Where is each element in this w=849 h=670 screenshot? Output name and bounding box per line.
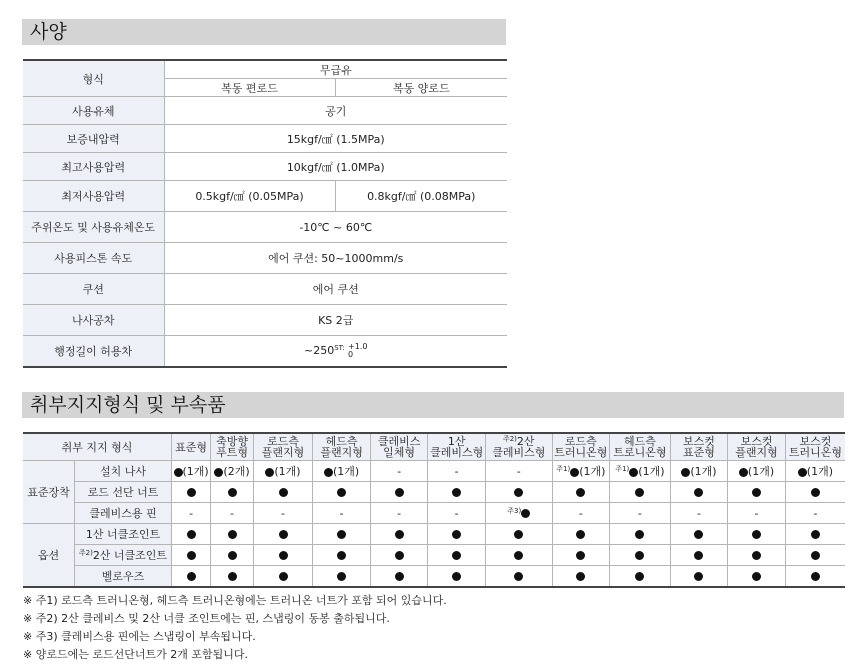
stroke-tolerance-value <box>164 336 507 368</box>
table-cell <box>670 482 728 503</box>
table-cell <box>253 566 313 588</box>
table-cell <box>171 524 210 545</box>
spec-row-label: 쿠션 <box>23 274 164 305</box>
included-dot-icon <box>452 551 461 560</box>
mount-table <box>23 432 845 588</box>
included-dot-icon <box>514 488 523 497</box>
included-dot-icon <box>187 572 196 581</box>
included-dot-icon <box>452 572 461 581</box>
spec-header-col-b: 복동 양로드 <box>335 79 507 97</box>
table-cell <box>485 566 552 588</box>
table-cell <box>428 461 486 482</box>
table-cell <box>728 482 786 503</box>
table-cell <box>552 524 610 545</box>
table-cell <box>253 461 313 482</box>
spec-header-col-a: 복동 편로드 <box>164 79 335 97</box>
included-dot-icon <box>452 530 461 539</box>
included-dot-icon <box>752 572 761 581</box>
mount-section-title: 취부지지형식 및 부속품 <box>22 392 844 418</box>
table-cell <box>428 503 486 524</box>
spec-row-value-b: 0.8kgf/㎠ (0.08MPa) <box>335 181 507 212</box>
accessory-label <box>75 482 172 503</box>
included-dot-icon <box>694 572 703 581</box>
included-dot-icon <box>798 468 807 477</box>
spec-row-label: 나사공차 <box>23 305 164 336</box>
mount-type-line2: 클레비스형 <box>492 446 546 459</box>
note-line: ※ 주1) 로드측 트러니온형, 헤드측 트러니온형에는 트러니온 너트가 포함 되어 있습니다. <box>23 594 447 607</box>
table-row <box>23 461 845 482</box>
included-dot-icon <box>514 530 523 539</box>
table-cell <box>171 482 210 503</box>
quantity-text: (1개) <box>182 465 209 478</box>
mount-type-line1: 2산 <box>516 435 535 448</box>
table-cell <box>370 566 428 588</box>
mount-type-header <box>785 433 845 461</box>
note-marker: 주1) <box>615 465 630 473</box>
included-dot-icon <box>739 468 748 477</box>
table-cell <box>370 524 428 545</box>
not-applicable-mark: - <box>281 506 285 520</box>
table-cell <box>610 566 671 588</box>
mount-type-header <box>171 433 210 461</box>
quantity-text: (2개) <box>223 465 250 478</box>
spec-row-value: 에어 쿠션 <box>164 274 507 305</box>
mount-type-line2: 트로니온형 <box>613 446 667 459</box>
group-option-label: 옵션 <box>23 524 75 588</box>
not-applicable-mark: - <box>454 464 459 478</box>
table-row <box>23 503 845 524</box>
table-row <box>23 566 845 588</box>
table-cell <box>211 566 253 588</box>
included-dot-icon <box>570 468 579 477</box>
not-applicable-mark: - <box>754 506 759 520</box>
table-cell <box>552 566 610 588</box>
included-dot-icon <box>279 488 288 497</box>
mount-type-line2: 클레비스형 <box>430 446 484 459</box>
table-cell <box>485 524 552 545</box>
tolerance-upper: +1.0 <box>348 342 368 351</box>
table-cell <box>171 545 210 566</box>
included-dot-icon <box>576 530 585 539</box>
table-cell <box>428 482 486 503</box>
mount-type-line2: 트러니온형 <box>554 446 608 459</box>
accessory-label-text: 설치 나사 <box>99 465 146 478</box>
included-dot-icon <box>635 488 644 497</box>
spec-row-value: 15kgf/㎠ (1.5MPa) <box>164 125 507 153</box>
quantity-text: (1개) <box>806 465 833 478</box>
spec-row-value: -10℃ ~ 60℃ <box>164 212 507 243</box>
note-line: ※ 양로드에는 로드선단너트가 2개 포함됩니다. <box>23 648 248 661</box>
table-cell <box>728 566 786 588</box>
mount-type-line2: 플랜지형 <box>735 446 778 459</box>
included-dot-icon <box>395 551 404 560</box>
spec-row-value: 공기 <box>164 97 507 125</box>
table-cell <box>171 503 210 524</box>
table-cell <box>728 461 786 482</box>
mount-type-header <box>370 433 428 461</box>
accessory-label-text: 클레비스용 핀 <box>89 507 157 520</box>
not-applicable-mark: - <box>813 506 818 520</box>
included-dot-icon <box>694 488 703 497</box>
mount-type-line2: 푸트형 <box>216 446 248 459</box>
table-cell <box>253 482 313 503</box>
included-dot-icon <box>694 530 703 539</box>
spec-section-title: 사양 <box>22 19 506 45</box>
mount-type-line1: 헤드측 <box>325 435 358 448</box>
included-dot-icon <box>187 488 196 497</box>
quantity-text: (1개) <box>274 465 301 478</box>
spec-row-label: 주위온도 및 사용유체온도 <box>23 212 164 243</box>
not-applicable-mark: - <box>578 506 583 520</box>
mount-type-line1: 축방향 <box>216 435 248 448</box>
spec-header-label: 형식 <box>23 60 164 97</box>
quantity-text: (1개) <box>638 465 665 478</box>
mount-type-header <box>670 433 728 461</box>
table-cell <box>428 566 486 588</box>
tolerance-lower: 0 <box>348 350 354 359</box>
mount-type-line1: 1산 <box>447 435 466 448</box>
table-cell <box>728 545 786 566</box>
not-applicable-mark: - <box>696 506 701 520</box>
table-cell <box>313 566 371 588</box>
included-dot-icon <box>337 530 346 539</box>
table-cell <box>552 545 610 566</box>
stroke-tolerance-fraction <box>348 343 367 359</box>
included-dot-icon <box>576 488 585 497</box>
table-cell <box>211 482 253 503</box>
table-cell <box>785 545 845 566</box>
stroke-tolerance-sup: ST: <box>334 344 345 352</box>
table-cell <box>552 503 610 524</box>
included-dot-icon <box>811 572 820 581</box>
table-cell <box>370 461 428 482</box>
mount-type-line2: 플랜지형 <box>261 446 305 459</box>
spec-row-label: 사용피스톤 속도 <box>23 243 164 274</box>
mount-type-header <box>610 433 671 461</box>
included-dot-icon <box>228 572 237 581</box>
mount-type-line1: 표준형 <box>175 440 208 454</box>
included-dot-icon <box>635 572 644 581</box>
note-line: ※ 주3) 클레비스용 핀에는 스냅링이 부속됩니다. <box>23 630 256 643</box>
note-marker: 주3) <box>507 506 522 515</box>
table-cell <box>485 545 552 566</box>
mount-type-line1: 보스컷 <box>740 435 773 448</box>
included-dot-icon <box>395 488 404 497</box>
table-cell <box>370 545 428 566</box>
included-dot-icon <box>752 488 761 497</box>
table-cell <box>313 482 371 503</box>
mount-type-line1: 클레비스 <box>377 435 421 448</box>
spec-row-label: 사용유체 <box>23 97 164 125</box>
mount-type-line2: 표준형 <box>683 446 715 459</box>
table-cell <box>485 503 552 524</box>
table-cell <box>610 503 671 524</box>
included-dot-icon <box>279 530 288 539</box>
mount-type-line1: 헤드측 <box>623 435 656 448</box>
note-marker: 주2) <box>78 549 93 557</box>
table-cell <box>610 461 671 482</box>
not-applicable-mark: - <box>339 506 344 520</box>
table-cell <box>313 503 371 524</box>
spec-row-value: 10kgf/㎠ (1.0MPa) <box>164 153 507 181</box>
accessory-label-text: 로드 선단 너트 <box>87 486 159 499</box>
table-cell <box>313 545 371 566</box>
table-row <box>23 482 845 503</box>
quantity-text: (1개) <box>690 465 717 478</box>
group-standard-label: 표준장착 <box>23 461 75 524</box>
not-applicable-mark: - <box>397 506 402 520</box>
table-cell <box>211 545 253 566</box>
table-cell <box>670 566 728 588</box>
included-dot-icon <box>681 468 690 477</box>
included-dot-icon <box>811 551 820 560</box>
not-applicable-mark: - <box>454 506 459 520</box>
table-cell <box>253 545 313 566</box>
spec-row-value: 에어 쿠션: 50~1000mm/s <box>164 243 507 274</box>
included-dot-icon <box>752 551 761 560</box>
spec-row-label: 행정길이 허용차 <box>23 336 164 368</box>
included-dot-icon <box>521 509 530 518</box>
included-dot-icon <box>514 572 523 581</box>
table-cell <box>485 482 552 503</box>
mount-type-line1: 로드측 <box>564 435 597 448</box>
table-cell <box>171 461 210 482</box>
included-dot-icon <box>576 572 585 581</box>
not-applicable-mark: - <box>397 464 402 478</box>
table-cell <box>485 461 552 482</box>
table-cell <box>211 524 253 545</box>
included-dot-icon <box>694 551 703 560</box>
included-dot-icon <box>576 551 585 560</box>
accessory-label <box>75 524 172 545</box>
quantity-text: (1개) <box>579 465 606 478</box>
mount-type-line1: 로드측 <box>267 435 299 448</box>
table-cell <box>211 461 253 482</box>
table-cell <box>428 524 486 545</box>
table-row <box>23 545 845 566</box>
table-cell <box>670 461 728 482</box>
included-dot-icon <box>514 551 523 560</box>
not-applicable-mark: - <box>516 464 521 478</box>
mount-type-header <box>253 433 313 461</box>
table-cell <box>171 566 210 588</box>
included-dot-icon <box>811 530 820 539</box>
table-cell <box>370 503 428 524</box>
mount-type-header <box>485 433 552 461</box>
quantity-text: (1개) <box>747 465 775 478</box>
accessory-label-text: 1산 너클조인트 <box>85 528 161 541</box>
not-applicable-mark: - <box>189 506 194 520</box>
table-cell <box>552 482 610 503</box>
accessory-label <box>75 503 172 524</box>
included-dot-icon <box>395 572 404 581</box>
note-marker: 주1) <box>556 465 571 473</box>
spec-table <box>23 59 507 368</box>
note-marker: 주2) <box>502 435 517 443</box>
spec-row-value-a: 0.5kgf/㎠ (0.05MPa) <box>164 181 335 212</box>
included-dot-icon <box>228 488 237 497</box>
spec-row-label: 최저사용압력 <box>23 181 164 212</box>
table-cell <box>670 524 728 545</box>
table-cell <box>370 482 428 503</box>
table-cell <box>670 503 728 524</box>
included-dot-icon <box>324 468 333 477</box>
included-dot-icon <box>395 530 404 539</box>
table-cell <box>428 545 486 566</box>
included-dot-icon <box>228 530 237 539</box>
mount-type-line2: 트러니온형 <box>788 446 842 459</box>
mount-type-line2: 플랜지형 <box>320 446 363 459</box>
mount-type-header <box>728 433 786 461</box>
included-dot-icon <box>279 572 288 581</box>
spec-row-label: 최고사용압력 <box>23 153 164 181</box>
table-cell <box>785 566 845 588</box>
accessory-label <box>75 545 172 566</box>
included-dot-icon <box>811 488 820 497</box>
table-cell <box>728 524 786 545</box>
stroke-tolerance-main: ~250 <box>304 344 335 357</box>
mount-type-header <box>211 433 253 461</box>
mount-type-header <box>313 433 371 461</box>
table-cell <box>253 503 313 524</box>
notes-block <box>23 592 447 664</box>
table-cell <box>785 524 845 545</box>
included-dot-icon <box>452 488 461 497</box>
included-dot-icon <box>174 468 183 477</box>
table-cell <box>728 503 786 524</box>
included-dot-icon <box>187 551 196 560</box>
mount-type-line1: 보스컷 <box>683 435 715 448</box>
table-cell <box>785 503 845 524</box>
note-line: ※ 주2) 2산 클레비스 및 2산 너클 조인트에는 핀, 스냅링이 동봉 출하됩니다. <box>23 612 390 625</box>
accessory-label <box>75 566 172 588</box>
included-dot-icon <box>635 551 644 560</box>
included-dot-icon <box>635 530 644 539</box>
spec-header-group: 무급유 <box>164 60 507 79</box>
table-cell <box>785 461 845 482</box>
mount-type-header <box>428 433 486 461</box>
included-dot-icon <box>187 530 196 539</box>
included-dot-icon <box>629 468 638 477</box>
included-dot-icon <box>228 551 237 560</box>
spec-row-label: 보증내압력 <box>23 125 164 153</box>
quantity-text: (1개) <box>332 465 360 478</box>
table-cell <box>211 503 253 524</box>
table-cell <box>610 524 671 545</box>
accessory-label-text: 벨로우즈 <box>101 570 145 583</box>
included-dot-icon <box>279 551 288 560</box>
table-cell <box>253 524 313 545</box>
accessory-label <box>75 461 172 482</box>
not-applicable-mark: - <box>637 506 642 520</box>
included-dot-icon <box>337 488 346 497</box>
mount-type-header <box>552 433 610 461</box>
table-cell <box>610 545 671 566</box>
included-dot-icon <box>752 530 761 539</box>
accessory-label-text: 2산 너클조인트 <box>92 549 168 562</box>
table-cell <box>313 461 371 482</box>
included-dot-icon <box>337 572 346 581</box>
spec-row-value: KS 2급 <box>164 305 507 336</box>
table-cell <box>313 524 371 545</box>
table-cell <box>785 482 845 503</box>
table-row <box>23 524 845 545</box>
table-cell <box>552 461 610 482</box>
included-dot-icon <box>337 551 346 560</box>
mount-type-line2: 일체형 <box>383 446 416 459</box>
table-cell <box>670 545 728 566</box>
mount-type-line1: 보스컷 <box>799 435 832 448</box>
mount-corner-label: 취부 지지 형식 <box>23 433 171 461</box>
not-applicable-mark: - <box>230 506 234 520</box>
table-cell <box>610 482 671 503</box>
